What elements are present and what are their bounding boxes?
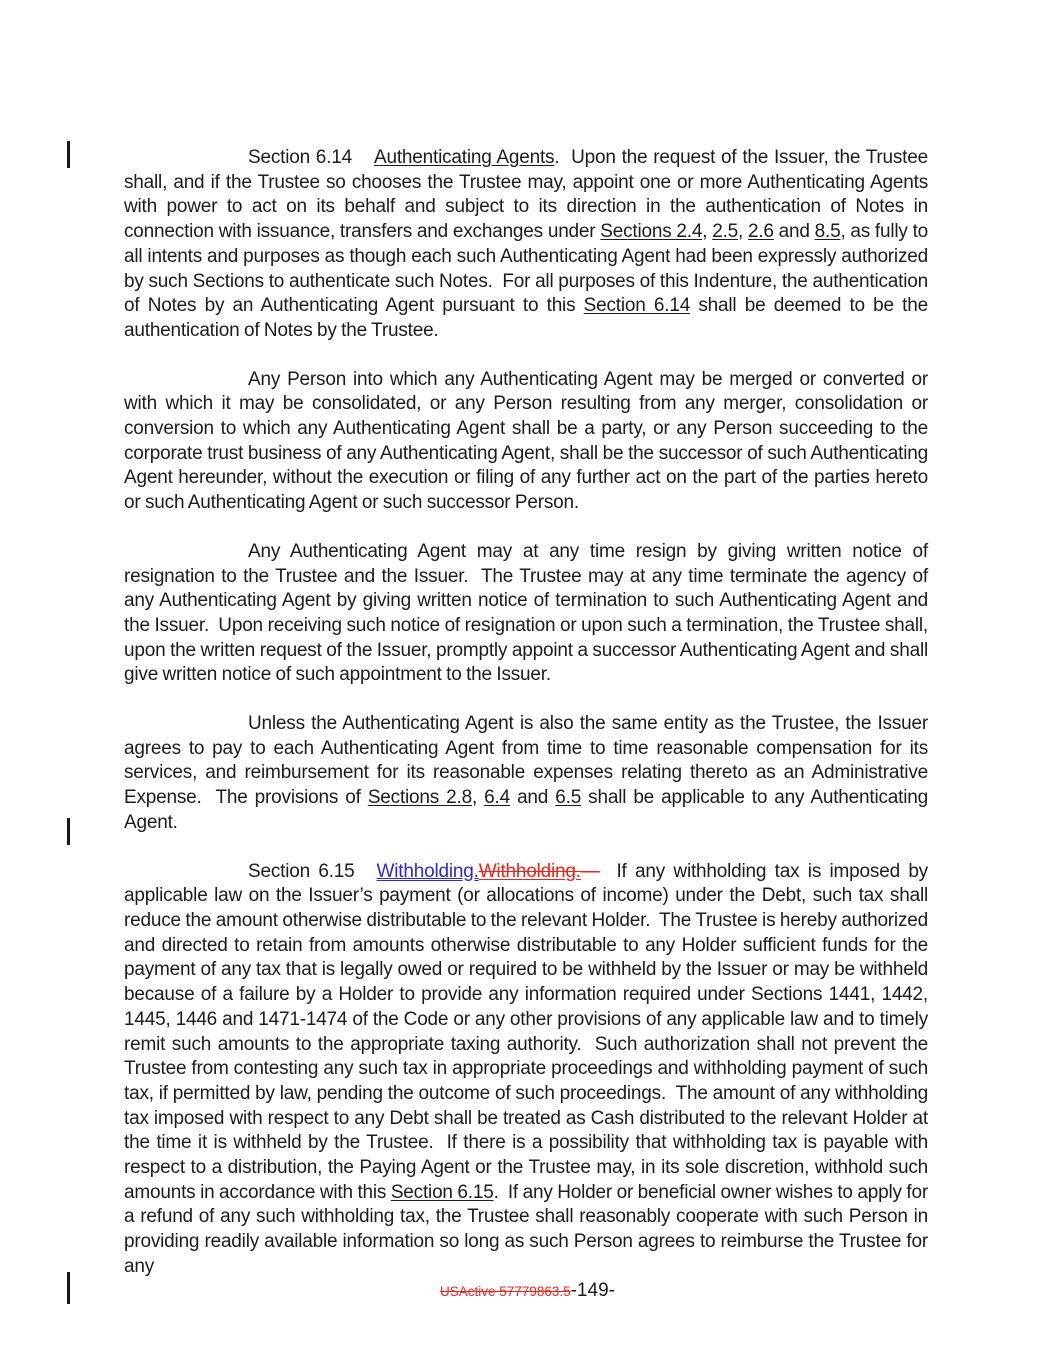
text-run: and: [509, 787, 556, 809]
text-run: , as fully to all intents and purposes as though each such Authenticating Agent had been expressly authorized by such Sections to authenticate such Notes. For all purposes of this Indenture, the authentication of Notes by an Authenticating Agent pursuant to this: [124, 221, 929, 317]
text-run: Unless the Authenticating Agent is also the same entity as the Trustee, the Issuer agrees to pay to each Authenticating Agent from time to time reasonable compensation for its services, and reimbursement for its reasonable expenses relating thereto as an Administrative Expense. The provisions of: [124, 713, 928, 809]
section-reference: Sections 2.8: [367, 787, 472, 809]
text-run: Any Person into which any Authenticating Agent may be merged or converted or with which it may be consolidated, or any Person resulting from any merger, consolidation or conversion to which any Authenticating Agent shall be a party, or any Person succeeding to the corporate trust business of any Authenticating Agent, shall be the successor of such Authenticating Agent hereunder, without the execution or filing of any further act on the part of the parties hereto or such Authenticating Agent or such successor Person.: [124, 368, 928, 514]
text-run: . If any Holder or beneficial owner wishes to apply for a refund of any such withholding tax, the Trustee shall reasonably cooperate with such Person in providing readily available information so long as such Person agrees to reimburse the Trustee for any: [124, 1181, 928, 1277]
text-run: Section 6.15: [248, 860, 355, 882]
text-run: If any withholding tax is imposed by applicable law on the Issuer’s payment (or allocations of income) under the Debt, such tax shall reduce the amount otherwise distributable to the relevant Holder. The Trustee is hereby authorized and directed to retain from amounts otherwise distributable to any Holder sufficient funds for the payment of any tax that is legally owed or required to be withheld by the Issuer or may be withheld because of a failure by a Holder to provide any information required under Sections 1441, 1442, 1445, 1446 and 1471-1474 of the Code or any other provisions of any applicable law and to timely remit such amounts to the appropriate taxing authority. Such authorization shall not prevent the Trustee from contesting any such tax in appropriate proceedings and withholding payment of such tax, if permitted by law, pending the outcome of such proceedings. The amount of any withholding tax imposed with respect to any Debt shall be treated as Cash distributed to the relevant Holder at the time it is withheld by the Trustee. If there is a possibility that withholding tax is payable with respect to a distribution, the Paying Agent or the Trustee may, in its sole discretion, withhold such amounts in accordance with this: [124, 860, 928, 1203]
footer-page-number: -149-: [570, 1280, 615, 1301]
text-run: shall be deemed to be the authentication of Notes by the Trustee.: [124, 295, 928, 341]
paragraph-agent-compensation: [124, 712, 928, 836]
revision-change-bar: [67, 818, 70, 845]
text-run: Section 6.14: [248, 147, 352, 168]
section-reference: 6.4: [484, 787, 510, 809]
deleted-strike-dash: —: [580, 860, 600, 882]
section-reference: Authenticating Agents: [374, 147, 555, 168]
section-reference: 2.6: [747, 221, 774, 243]
section-reference: 2.5: [712, 221, 739, 243]
text-run: and: [773, 221, 815, 243]
document-body: [124, 146, 928, 1280]
deleted-text: Withholding.: [478, 860, 581, 882]
inserted-text: Withholding.: [376, 860, 479, 882]
page-footer: [0, 1280, 1055, 1302]
text-run: . Upon the request of the Issuer, the Trustee shall, and if the Trustee so chooses the Trustee may, appoint one or more Authenticating Agents with power to act on its behalf and subject to its direction in the authentication of Notes in connection with issuance, transfers and exchanges under: [124, 147, 928, 243]
text-run: Any Authenticating Agent may at any time resign by giving written notice of resignation to the Trustee and the Issuer. The Trustee may at any time terminate the agency of any Authenticating Agent by giving written notice of termination to such Authenticating Agent and the Issuer. Upon receiving such notice of resignation or upon such a termination, the Trustee shall, upon the written request of the Issuer, promptly appoint a successor Authenticating Agent and shall give written notice of such appointment to the Issuer.: [124, 540, 928, 686]
paragraph-agent-succession: [124, 368, 928, 516]
text-run: ,: [702, 221, 713, 243]
section-reference: 8.5: [814, 221, 841, 243]
text-run: ,: [471, 787, 485, 809]
revision-change-bar: [67, 141, 70, 168]
section-reference: 6.5: [555, 787, 582, 809]
paragraph-section-6-15: [124, 860, 928, 1280]
text-run: shall be applicable to any Authenticating Agent.: [124, 787, 928, 833]
section-reference: Section 6.14: [583, 295, 691, 317]
text-run: ,: [738, 221, 748, 243]
section-reference: Section 6.15: [390, 1181, 494, 1203]
section-reference: Sections 2.4: [600, 221, 703, 243]
paragraph-section-6-14: [124, 146, 928, 344]
paragraph-agent-resignation: [124, 540, 928, 688]
footer-doc-id-deleted: USActive 57779863.5: [440, 1284, 571, 1299]
